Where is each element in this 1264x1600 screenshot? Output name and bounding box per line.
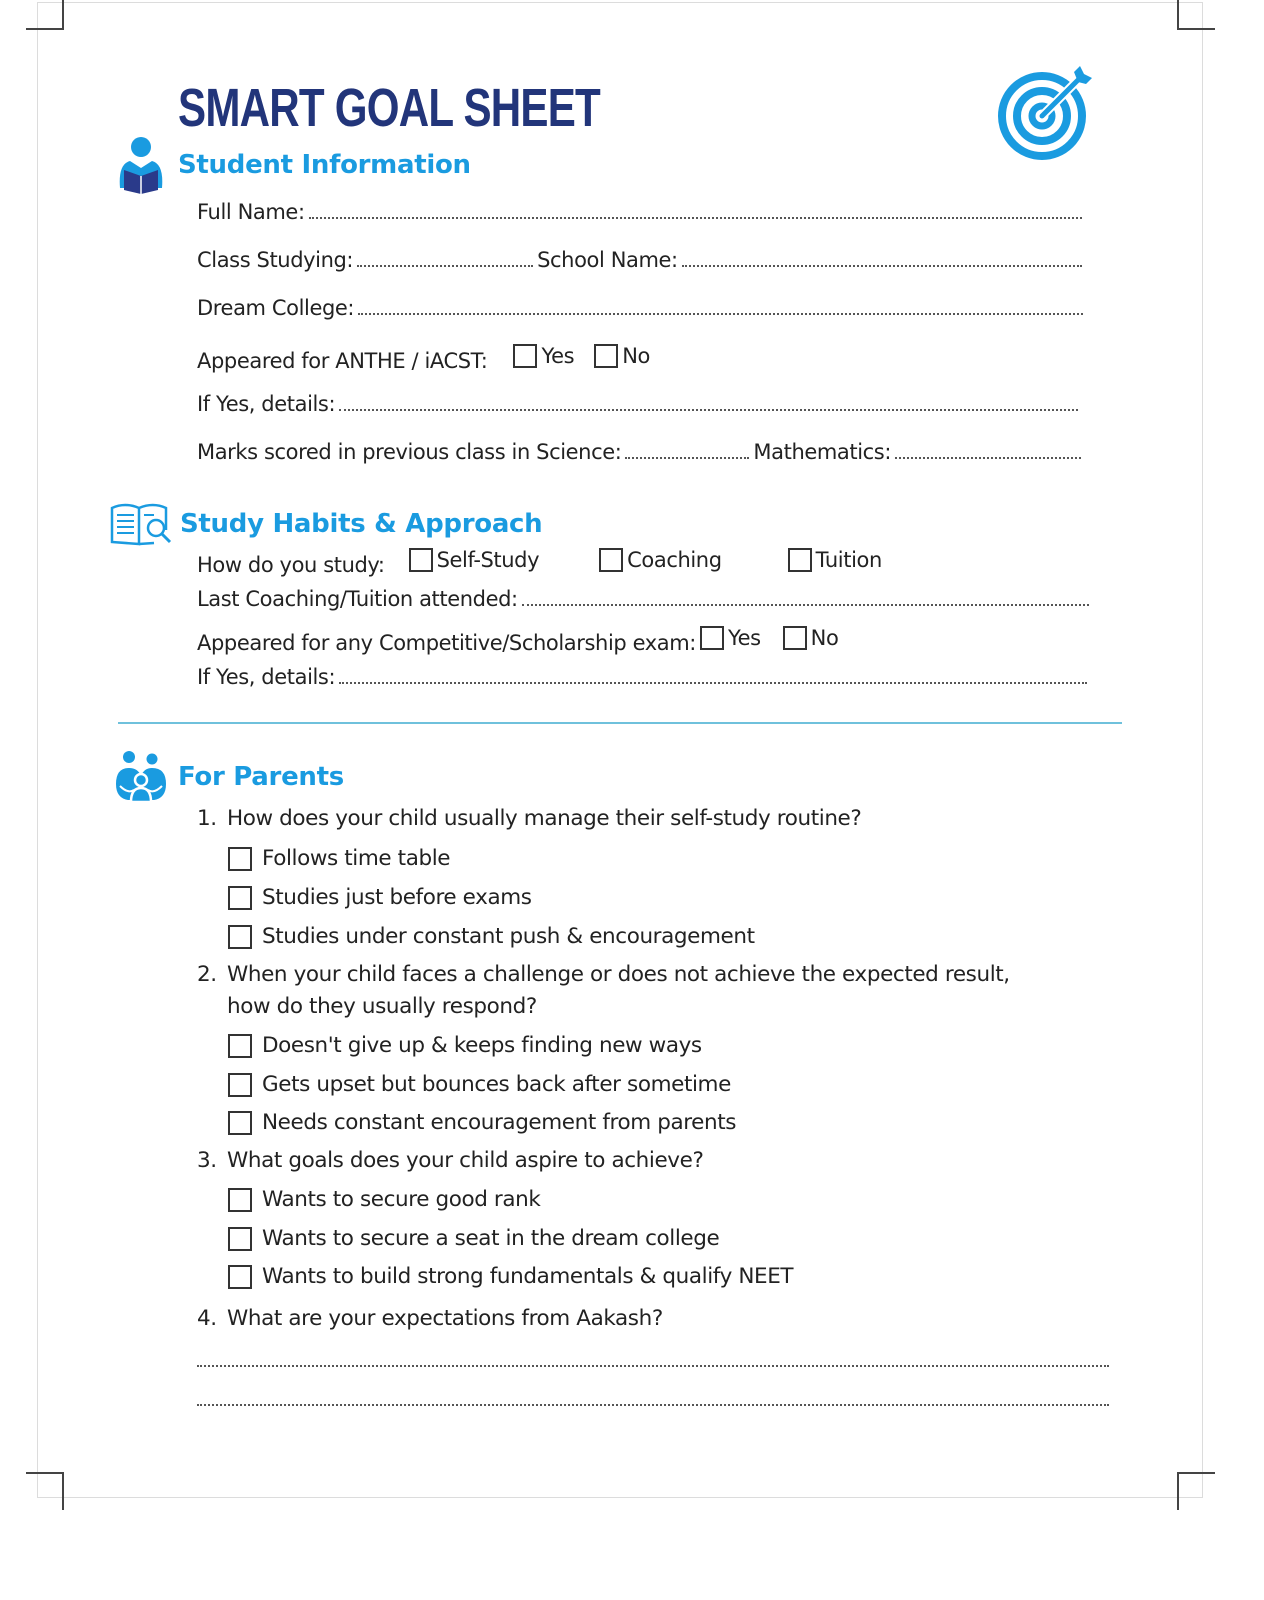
section-title: Student Information: [178, 150, 471, 180]
q2-option-1-checkbox[interactable]: [228, 1034, 252, 1058]
crop-mark-bottom-left: [62, 1472, 64, 1510]
question-2-continued: [227, 994, 537, 1019]
option-label: Wants to secure a seat in the dream college: [262, 1226, 720, 1251]
question-4: [197, 1306, 663, 1331]
competitive-yes-checkbox[interactable]: [700, 626, 724, 650]
question-2: [197, 962, 1010, 987]
school-name-field[interactable]: [682, 265, 1082, 267]
competitive-no-checkbox[interactable]: [783, 626, 807, 650]
crop-mark-bottom-right: [1177, 1472, 1215, 1474]
section-divider: [118, 722, 1122, 724]
q1-option-2[interactable]: [228, 885, 532, 910]
option-label: Studies under constant push & encouragement: [262, 924, 755, 949]
full-name-label: Full Name:: [197, 200, 305, 224]
q2-option-3-checkbox[interactable]: [228, 1111, 252, 1135]
last-coaching-field[interactable]: [522, 604, 1089, 606]
q1-option-1-checkbox[interactable]: [228, 847, 252, 871]
dream-college-row: [197, 296, 1083, 320]
q3-option-2-checkbox[interactable]: [228, 1227, 252, 1251]
tuition-label: Tuition: [815, 548, 882, 572]
q3-option-1[interactable]: [228, 1187, 540, 1212]
q2-option-2-checkbox[interactable]: [228, 1073, 252, 1097]
competitive-details-field[interactable]: [339, 682, 1087, 684]
anthe-yes-label: Yes: [541, 344, 575, 368]
marks-science-label: Marks scored in previous class in Science:: [197, 440, 622, 464]
crop-mark-bottom-left: [26, 1472, 64, 1474]
section-parents-header: [114, 750, 344, 804]
competitive-details-row: [197, 665, 1087, 689]
question-text: When your child faces a challenge or does not achieve the expected result,: [227, 962, 1010, 987]
anthe-yes-checkbox[interactable]: [513, 344, 537, 368]
self-study-option[interactable]: [409, 548, 540, 572]
target-arrow-icon: [996, 66, 1092, 162]
option-label: Follows time table: [262, 846, 451, 871]
competitive-details-label: If Yes, details:: [197, 665, 336, 689]
dream-college-label: Dream College:: [197, 296, 355, 320]
self-study-label: Self-Study: [436, 548, 540, 572]
how-study-row: [197, 548, 882, 577]
q1-option-3[interactable]: [228, 924, 755, 949]
question-number: 4.: [197, 1306, 217, 1331]
family-icon: [114, 750, 168, 804]
option-label: Studies just before exams: [262, 885, 532, 910]
option-label: Gets upset but bounces back after sometime: [262, 1072, 731, 1097]
marks-science-field[interactable]: [625, 457, 749, 459]
competitive-no-option[interactable]: [783, 626, 839, 650]
q3-option-2[interactable]: [228, 1226, 719, 1251]
full-name-row: [197, 200, 1082, 224]
self-study-checkbox[interactable]: [409, 548, 433, 572]
question-text: How does your child usually manage their self-study routine?: [227, 806, 862, 831]
book-magnifier-icon: [110, 500, 172, 548]
crop-mark-top-left: [62, 0, 64, 29]
crop-mark-top-right: [1177, 28, 1215, 30]
competitive-yes-label: Yes: [727, 626, 761, 650]
anthe-row: [197, 344, 650, 373]
dream-college-field[interactable]: [358, 313, 1083, 315]
anthe-no-option[interactable]: [594, 344, 650, 368]
crop-mark-top-right: [1177, 0, 1179, 29]
question-number: 2.: [197, 962, 217, 987]
anthe-details-label: If Yes, details:: [197, 392, 336, 416]
option-label: Wants to secure good rank: [262, 1187, 541, 1212]
answer-line-2[interactable]: [197, 1404, 1109, 1406]
anthe-details-row: [197, 392, 1078, 416]
page-title: SMART GOAL SHEET: [178, 78, 601, 138]
class-studying-field[interactable]: [357, 265, 533, 267]
full-name-field[interactable]: [309, 217, 1082, 219]
question-text: What goals does your child aspire to achieve?: [227, 1148, 704, 1173]
competitive-yes-option[interactable]: [700, 626, 761, 650]
crop-mark-bottom-right: [1177, 1472, 1179, 1510]
answer-line-1[interactable]: [197, 1365, 1109, 1367]
section-study-habits-header: [110, 500, 542, 548]
section-title: Study Habits & Approach: [180, 509, 543, 539]
anthe-no-label: No: [622, 344, 650, 368]
anthe-label: Appeared for ANTHE / iACST:: [197, 349, 488, 373]
q1-option-2-checkbox[interactable]: [228, 886, 252, 910]
question-1: [197, 806, 861, 831]
question-text-continued: how do they usually respond?: [227, 994, 537, 1019]
question-3: [197, 1148, 703, 1173]
competitive-label: Appeared for any Competitive/Scholarship exam:: [197, 631, 696, 655]
coaching-checkbox[interactable]: [599, 548, 623, 572]
option-label: Wants to build strong fundamentals & qualify NEET: [262, 1264, 794, 1289]
last-coaching-label: Last Coaching/Tuition attended:: [197, 587, 518, 611]
class-studying-label: Class Studying:: [197, 248, 354, 272]
crop-mark-top-left: [26, 28, 64, 30]
school-name-label: School Name:: [537, 248, 678, 272]
q1-option-1[interactable]: [228, 846, 450, 871]
coaching-label: Coaching: [627, 548, 722, 572]
competitive-row: [197, 626, 838, 655]
question-number: 3.: [197, 1148, 217, 1173]
marks-row: [197, 440, 1081, 464]
q1-option-3-checkbox[interactable]: [228, 925, 252, 949]
q2-option-1[interactable]: [228, 1033, 702, 1058]
option-label: Doesn't give up & keeps finding new ways: [262, 1033, 702, 1058]
section-title: For Parents: [178, 762, 344, 792]
competitive-no-label: No: [810, 626, 839, 650]
q3-option-3-checkbox[interactable]: [228, 1265, 252, 1289]
q2-option-2[interactable]: [228, 1072, 731, 1097]
question-text: What are your expectations from Aakash?: [227, 1306, 663, 1331]
anthe-details-field[interactable]: [339, 409, 1078, 411]
anthe-yes-option[interactable]: [513, 344, 574, 368]
q3-option-3[interactable]: [228, 1264, 793, 1289]
q2-option-3[interactable]: [228, 1110, 736, 1135]
tuition-option[interactable]: [788, 548, 882, 572]
anthe-no-checkbox[interactable]: [594, 344, 618, 368]
coaching-option[interactable]: [599, 548, 722, 572]
question-number: 1.: [197, 806, 217, 831]
q3-option-1-checkbox[interactable]: [228, 1188, 252, 1212]
student-reading-icon: [116, 136, 166, 194]
last-coaching-row: [197, 587, 1089, 611]
option-label: Needs constant encouragement from parents: [262, 1110, 737, 1135]
section-student-info-header: [116, 136, 471, 194]
tuition-checkbox[interactable]: [788, 548, 812, 572]
how-study-label: How do you study:: [197, 553, 385, 577]
class-school-row: [197, 248, 1082, 272]
marks-math-field[interactable]: [895, 457, 1081, 459]
marks-math-label: Mathematics:: [753, 440, 892, 464]
